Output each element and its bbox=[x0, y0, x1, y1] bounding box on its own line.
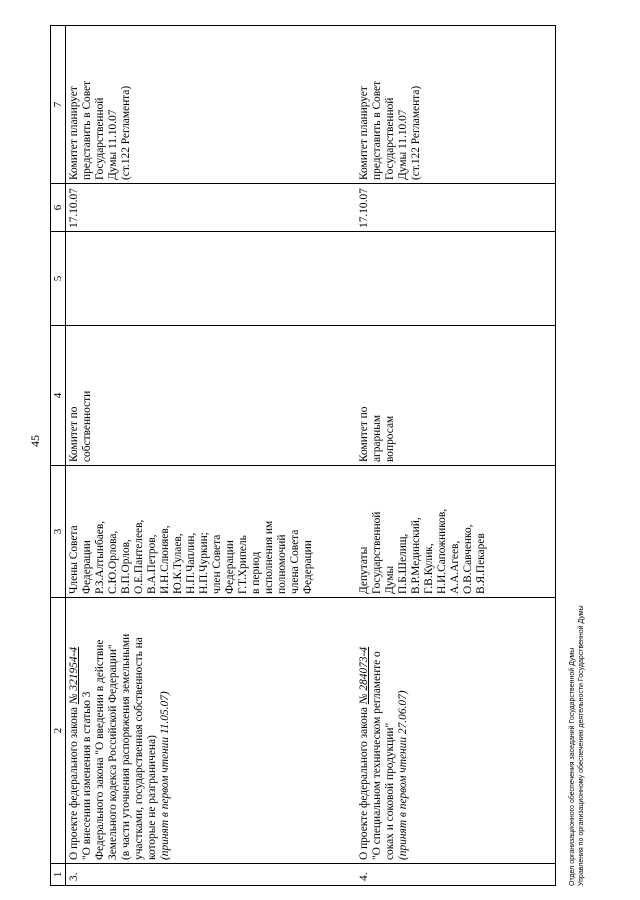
bill-title-line: "О специальном техническом регламенте о bbox=[370, 651, 383, 860]
plan-line: Комитет планирует bbox=[357, 86, 370, 180]
author-line: в период bbox=[250, 551, 262, 594]
author-line: Государственной bbox=[370, 511, 383, 594]
bill-title-line: соках и соковой продукции" bbox=[383, 722, 396, 860]
bill-title-line: участками, государственная собственность на bbox=[133, 637, 145, 860]
document-page bbox=[28, 16, 598, 886]
plan-line: (ст.122 Регламента) bbox=[120, 85, 132, 180]
table-row bbox=[66, 26, 356, 886]
author-line: Г.В.Кулик, bbox=[422, 543, 435, 594]
plan-line: Думы 11.10.07 bbox=[396, 109, 409, 180]
author-line: В.Я.Пекарев bbox=[474, 533, 487, 594]
bill-title-line: "О внесении изменения в статью 3 bbox=[81, 691, 93, 860]
author-line: П.Б.Шелищ, bbox=[396, 533, 409, 594]
plan-cell bbox=[356, 26, 556, 184]
plan-cell bbox=[66, 26, 356, 184]
author-line: С.Ю.Орлова, bbox=[107, 530, 119, 594]
date-cell: 17.10.07 bbox=[66, 184, 356, 232]
col-header-2: 2 bbox=[51, 598, 66, 864]
table-row bbox=[356, 26, 556, 886]
committee-line: Комитет по bbox=[357, 406, 370, 462]
committee-line: аграрным bbox=[370, 414, 383, 462]
authors-cell bbox=[66, 466, 356, 598]
committee-line: собственности bbox=[81, 390, 93, 462]
author-line: Г.Т.Хрипель bbox=[237, 535, 249, 594]
page-number: 45 bbox=[28, 435, 42, 447]
first-reading-note: (принят в первом чтении 27.06.07) bbox=[396, 690, 409, 860]
author-line: В.А.Петров, bbox=[146, 534, 158, 594]
footer bbox=[568, 286, 586, 886]
author-line: Члены Совета bbox=[68, 525, 80, 594]
authors-cell bbox=[356, 466, 556, 598]
author-line: полномочий bbox=[276, 534, 288, 594]
committee-cell bbox=[356, 326, 556, 466]
bill-title-line: Земельного кодекса Российской Федерации" bbox=[107, 644, 119, 860]
author-line: А.А.Агеев, bbox=[448, 540, 461, 594]
col5-cell bbox=[356, 232, 556, 326]
bill-title-line: которые не разграничена) bbox=[146, 735, 158, 860]
col-header-7: 7 bbox=[51, 26, 66, 184]
author-line: Депутаты bbox=[357, 546, 370, 594]
committee-line: Комитет по bbox=[68, 406, 80, 462]
col-header-6: 6 bbox=[51, 184, 66, 232]
plan-line: Думы 11.10.07 bbox=[107, 109, 119, 180]
bill-title-prefix: О проекте федерального закона bbox=[68, 704, 80, 860]
footer-line: Отдел организационного обеспечения заседаний Государственной Думы bbox=[569, 647, 576, 886]
bill-number: № 321954-4 bbox=[68, 646, 80, 705]
bill-title-first-line bbox=[68, 601, 81, 860]
plan-line: (ст.122 Регламента) bbox=[409, 85, 422, 180]
col5-cell bbox=[66, 232, 356, 326]
author-line: Н.П.Чуркин; bbox=[198, 532, 210, 594]
plan-line: Государственной bbox=[94, 97, 106, 180]
footer-line: Управления по организационному обеспечению деятельности Государственной Думы bbox=[578, 605, 585, 886]
plan-line: Государственной bbox=[383, 97, 396, 180]
author-line: О.Е.Пантелеев, bbox=[133, 519, 145, 594]
plan-line: Комитет планирует bbox=[68, 86, 80, 180]
author-line: Н.И.Сапожников, bbox=[435, 508, 448, 594]
author-line: О.В.Савченко, bbox=[461, 524, 474, 594]
author-line: В.Р.Мединский, bbox=[409, 517, 422, 594]
bill-title-cell bbox=[66, 598, 356, 864]
author-line: И.Н.Слюняев, bbox=[159, 525, 171, 594]
bill-number: № 284073-4 bbox=[357, 646, 370, 705]
author-line: Ю.К.Тулаев, bbox=[172, 533, 184, 594]
author-line: члена Совета bbox=[289, 529, 301, 594]
first-reading-note: (принят в первом чтении 11.05.07) bbox=[159, 691, 171, 860]
header-row bbox=[51, 26, 66, 886]
row-number: 3. bbox=[66, 864, 356, 886]
date-cell: 17.10.07 bbox=[356, 184, 556, 232]
bill-title-line: Федерального закона "О введении в действие bbox=[94, 639, 106, 860]
author-line: Н.П.Чаплин, bbox=[185, 532, 197, 594]
author-line: Думы bbox=[383, 565, 396, 594]
col-header-4: 4 bbox=[51, 326, 66, 466]
col-header-5: 5 bbox=[51, 232, 66, 326]
row-number: 4. bbox=[356, 864, 556, 886]
author-line: исполнения им bbox=[263, 520, 275, 594]
col-header-1: 1 bbox=[51, 864, 66, 886]
bill-title-first-line bbox=[358, 601, 371, 860]
bill-title-cell bbox=[356, 598, 556, 864]
author-line: Р.З.Алтынбаев, bbox=[94, 520, 106, 594]
author-line: член Совета bbox=[211, 534, 223, 594]
col-header-3: 3 bbox=[51, 466, 66, 598]
plan-line: представить в Совет bbox=[370, 80, 383, 180]
author-line: В.П.Орлов, bbox=[120, 539, 132, 594]
author-line: Федерации bbox=[81, 540, 93, 594]
author-line: Федерации bbox=[224, 540, 236, 594]
committee-cell bbox=[66, 326, 356, 466]
bill-title-prefix: О проекте федерального закона bbox=[357, 704, 370, 860]
committee-line: вопросам bbox=[383, 415, 396, 462]
bill-title-line: (в части уточнения распоряжения земельными bbox=[120, 633, 132, 860]
plan-line: представить в Совет bbox=[81, 80, 93, 180]
author-line: Федерации bbox=[302, 540, 314, 594]
bills-table bbox=[50, 25, 556, 886]
